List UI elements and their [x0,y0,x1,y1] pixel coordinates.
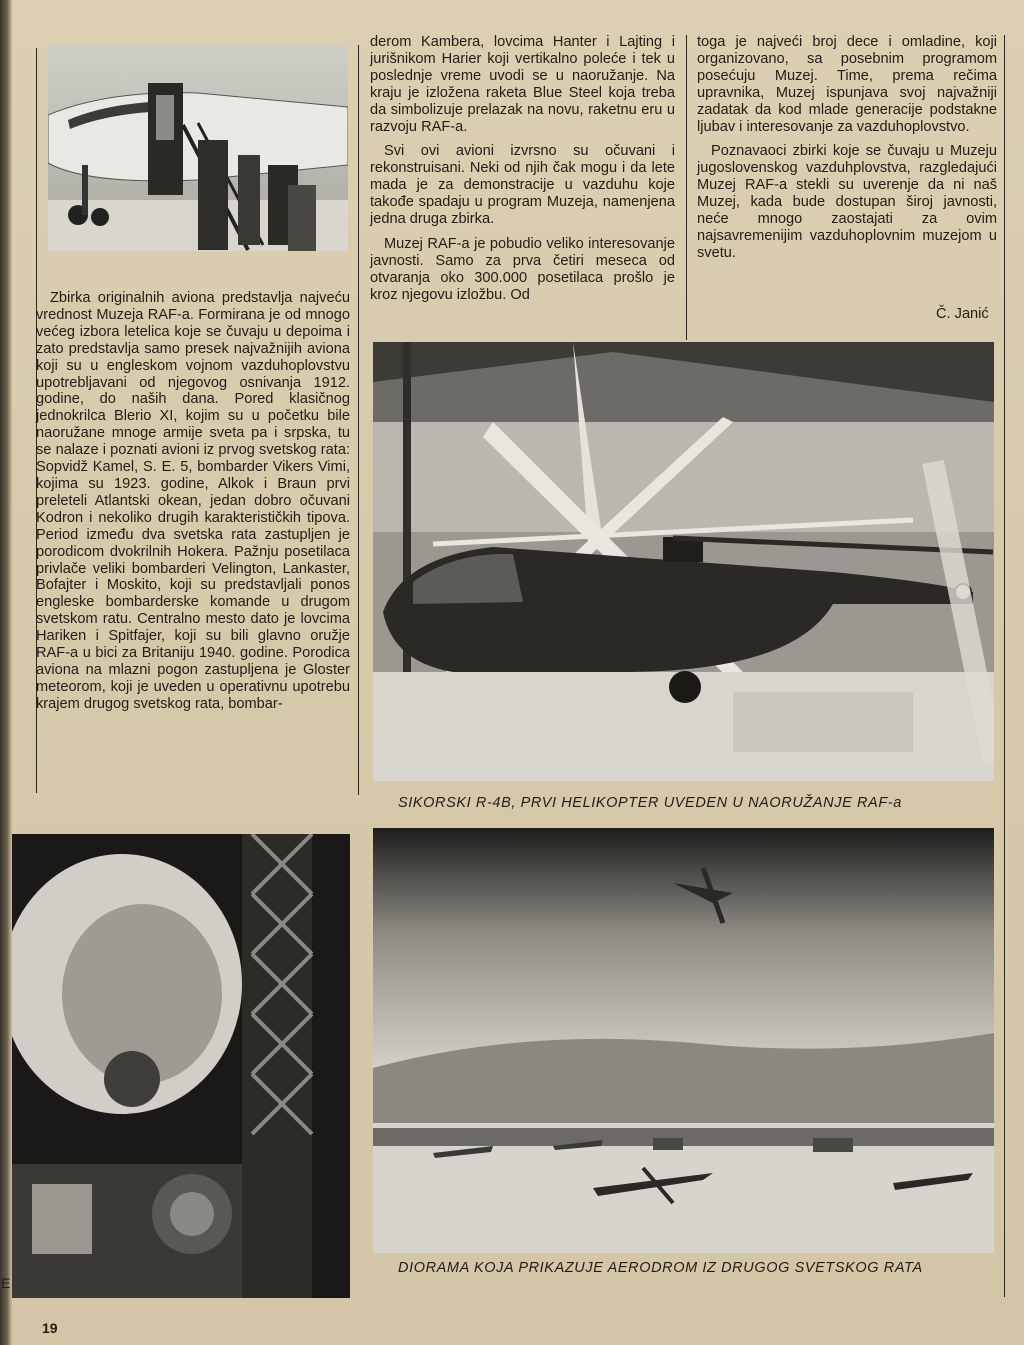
airliner-boarding-photo [48,45,348,251]
right-paragraph-1: toga je najveći broj dece i omladine, koji organizovano, sa posebnim programom posećuju Muzej. Time, prema rečima upravnika, Muzej ispunjava svoj najvažniji zadatak da kod mlade generacije podstakne ljubav i interesovanje za vazduhoplovstvo. [697,34,997,135]
column-rule-far-right [1004,35,1005,1297]
middle-paragraph-1: derom Kambera, lovcima Hanter i Lajting i jurišnikom Harier koji vertikalno poleće i tek u poslednje vreme uvodi se u naoružanje. Na kraju je izložena raketa Blue Steel koja treba da simbolizuje prelazak na novu, raketnu eru u razvoju RAF-a. [370,34,675,135]
middle-column-text [370,34,675,312]
column-rule-middle [358,45,359,795]
right-paragraph-2: Poznavaoci zbirki koje se čuvaju u Muzeju jugoslovenskog vazduhplovstva, razgledajući Muzej RAF-a stekli su uverenje da ni naš Muzej, kada bude dostupan široj javnosti, neće mnogo zaostajati za ovim najsavremenijim vazduhoplovnim muzejom u svetu. [697,143,997,261]
right-column-text [697,34,997,270]
edge-letter: E [1,1275,11,1291]
airfield-diorama-photo [373,828,994,1253]
page-spine [0,0,12,1345]
sikorsky-helicopter-photo [373,342,994,781]
author-signature: Č. Janić [936,306,989,322]
middle-paragraph-2: Svi ovi avioni izvrsno su očuvani i rekonstruisani. Neki od njih čak mogu i da lete mada je za demonstracije u vazduhu koje takođe spadaju u program Muzeja, namenjena jedna druga zbirka. [370,143,675,228]
middle-paragraph-3: Muzej RAF-a je pobudio veliko interesovanje javnosti. Samo za prva četiri meseca od otvaranja oko 300.000 posetilaca prošlo je kroz njegovu izložbu. Od [370,235,675,303]
page-number: 19 [42,1320,58,1336]
left-column-paragraph: Zbirka originalnih aviona predstavlja najveću vrednost Muzeja RAF-a. Formirana je od mnogo većeg izbora letelica koje se čuvaju u depoima i zato predstavlja samo presek najvažnijih aviona koji su u engleskom vojnom vazduhoplovstvu upotrebljavani od njegovog osnivanja 1912. godine, do naših dana. Pored klasičnog jednokrilca Blerio XI, kojim su u početku bile naoružane mnoge armije sveta pa i srpska, tu se nalaze i poznati avioni iz prvog svetskog rata: Sopvidž Kamel, S. E. 5, bombarder Vikers Vimi, kojima su 1923. godine, Alkok i Braun prvi preleteli Atlantski okean, jedan dobro očuvani Kodron i nekoliko drugih karakterističkih tipova. Period između dva svetska rata zastupljen je porodicom dvokrilnih Hokera. Pažnju posetilaca privlače veliki bombarderi Velington, Lankaster, Bofajter i Moskito, koji su predstavljali ponos engleske bombarderske komande u drugom svetskom ratu. Centralno mesto dato je lovcima Hariken i Spitfajer, koji su bili glavno oružje RAF-a u bici za Britaniju 1940. godine. Porodica aviona na mlazni pogon zastupljena je Gloster meteorom, koji je uveden u operativnu upotrebu krajem drugog svetskog rata, bombar- [36,290,350,712]
column-rule-right [686,35,687,340]
helicopter-caption: SIKORSKI R-4B, PRVI HELIKOPTER UVEDEN U NAORUŽANJE RAF-a [398,795,902,811]
diorama-caption: DIORAMA KOJA PRIKAZUJE AERODROM IZ DRUGOG SVETSKOG RATA [398,1260,923,1276]
left-column-text [36,290,350,721]
radar-equipment-photo [12,834,350,1298]
